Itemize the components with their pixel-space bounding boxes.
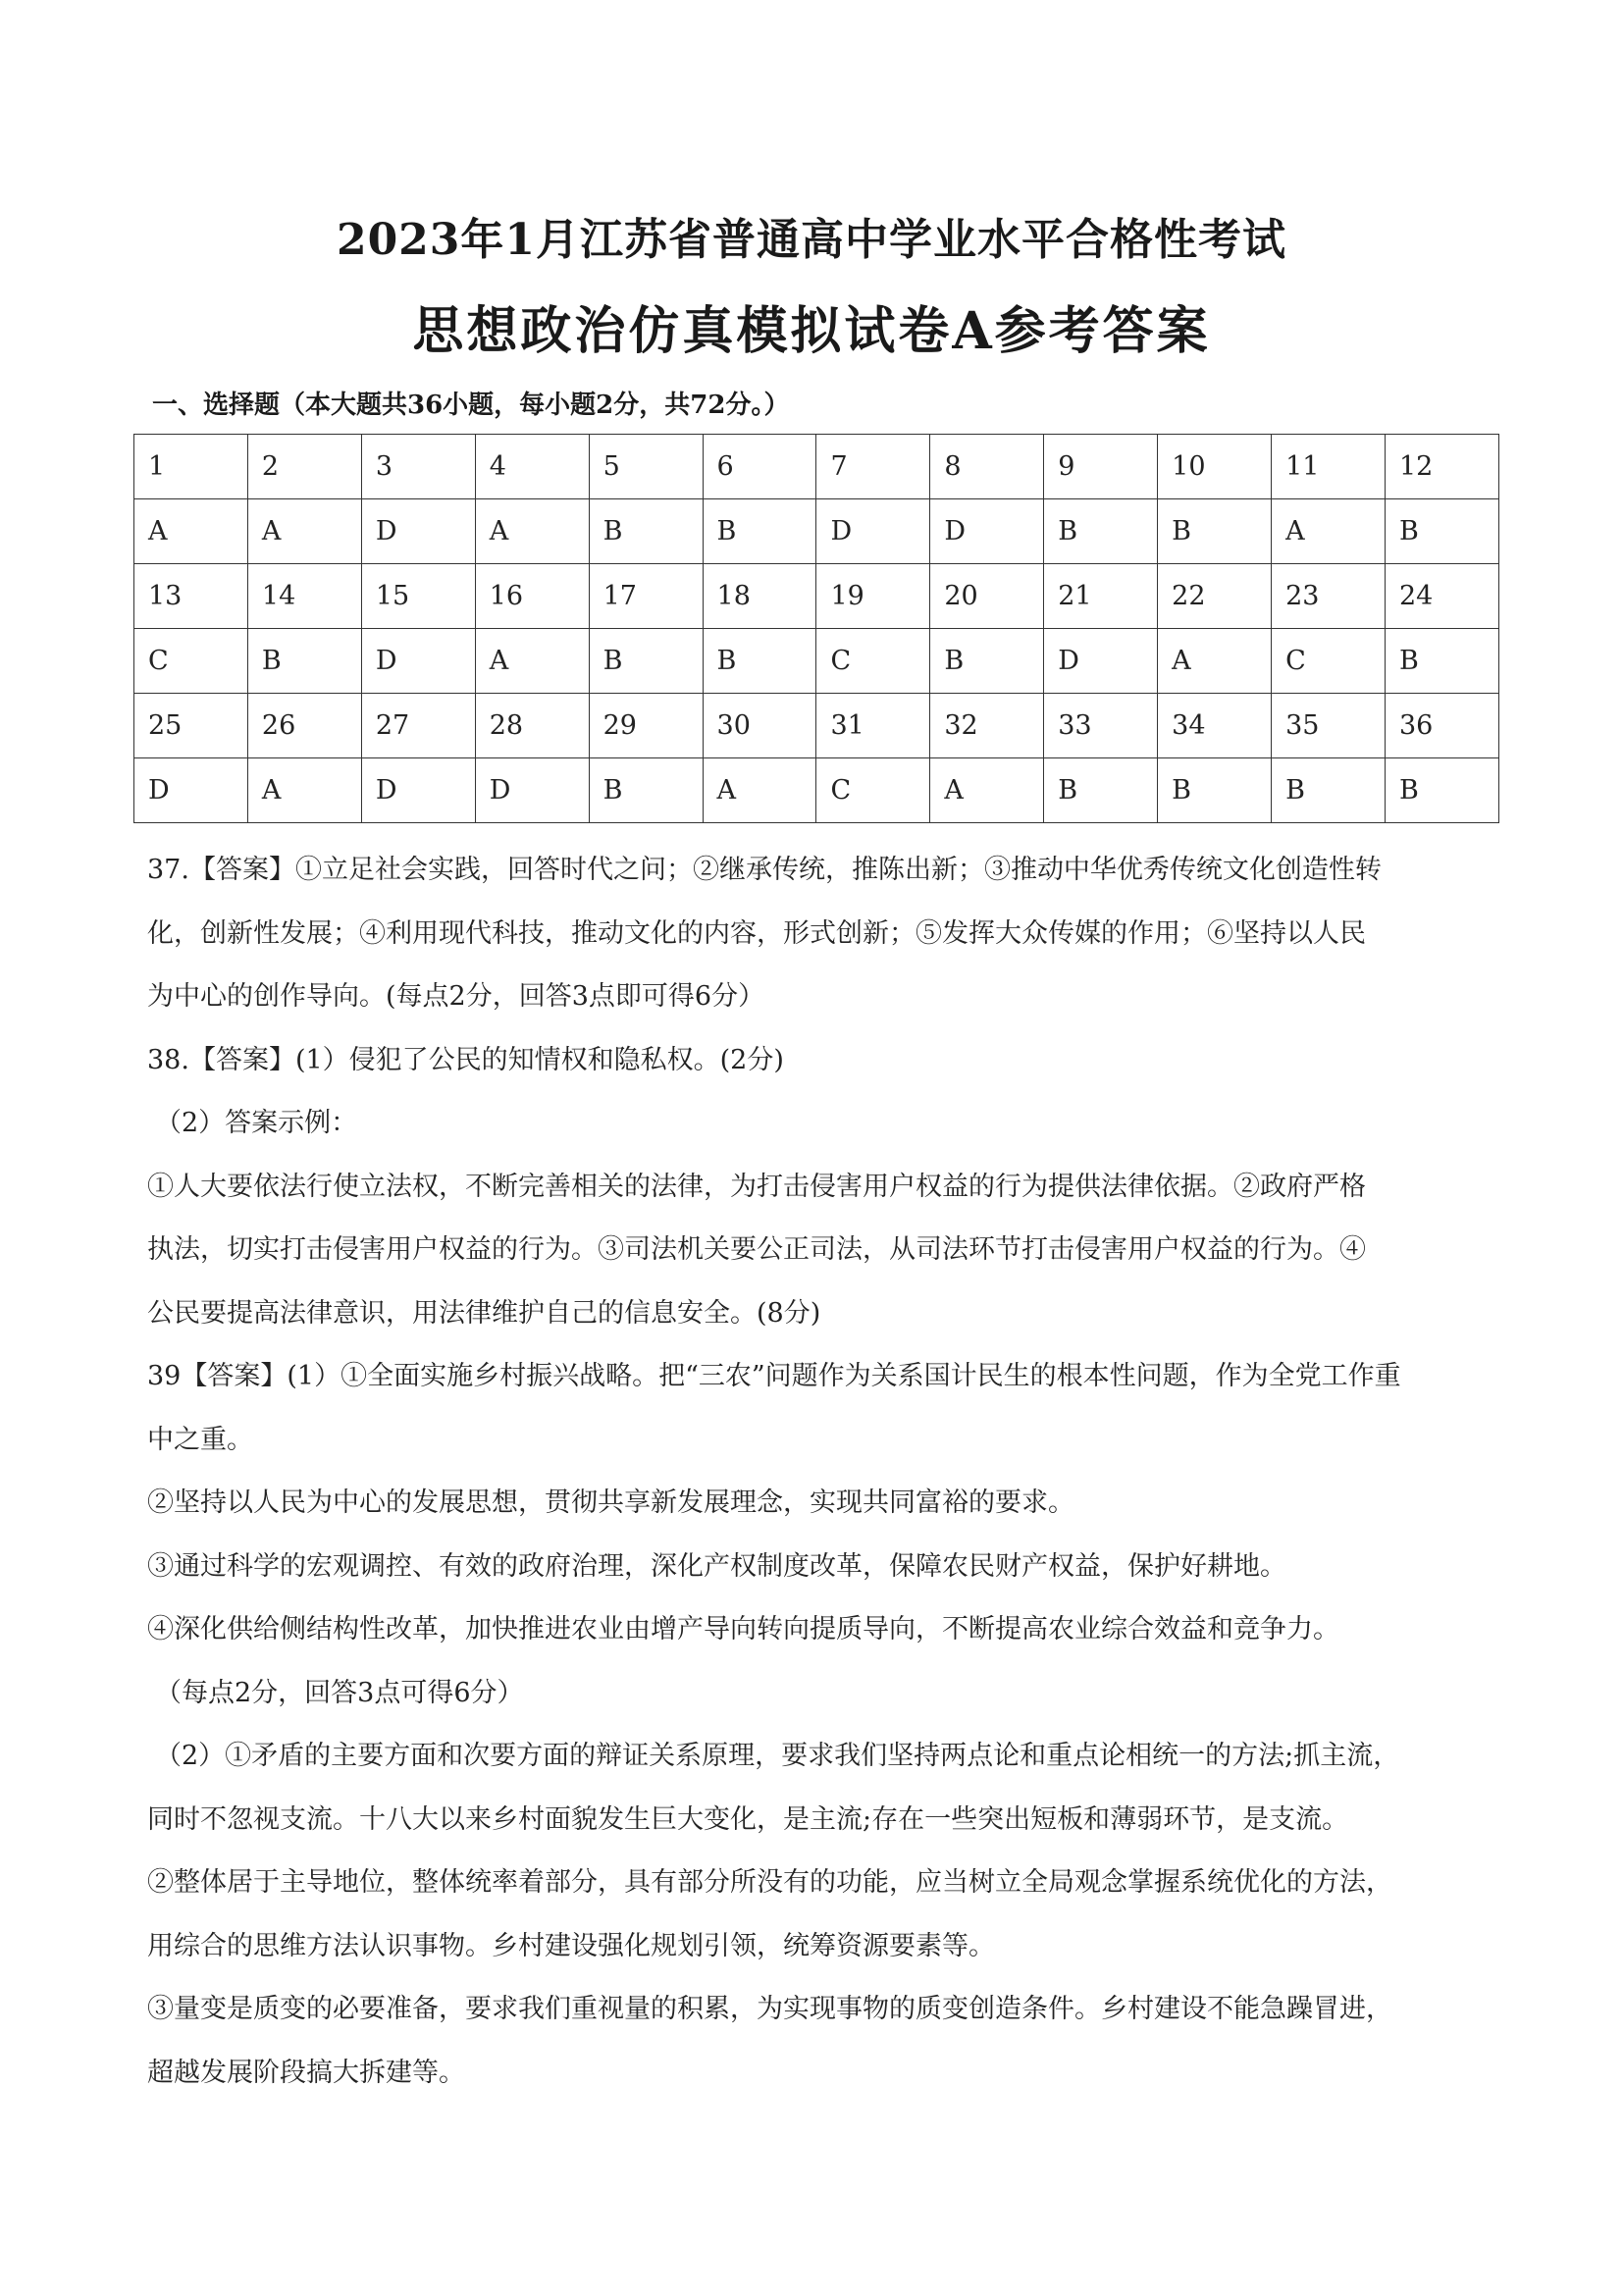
- answer-39: [147, 1345, 1492, 2105]
- question-number-cell: 10: [1158, 435, 1272, 499]
- question-number-cell: 14: [247, 564, 361, 629]
- question-number-cell: 20: [930, 564, 1044, 629]
- question-number-cell: 19: [816, 564, 930, 629]
- question-number-cell: 15: [361, 564, 475, 629]
- answer-line: 公民要提高法律意识，用法律维护自己的信息安全。(8分): [147, 1297, 821, 1329]
- question-number-cell: 12: [1385, 435, 1498, 499]
- question-number-cell: 3: [361, 435, 475, 499]
- document-subtitle: 思想政治仿真模拟试卷A参考答案: [412, 301, 1211, 361]
- question-number-cell: 16: [475, 564, 589, 629]
- answer-letter-cell: D: [361, 629, 475, 694]
- answer-letter-cell: D: [930, 499, 1044, 564]
- answer-letter-cell: D: [134, 758, 248, 823]
- question-number-cell: 17: [589, 564, 703, 629]
- document-title: 2023年1月江苏省普通高中学业水平合格性考试: [336, 215, 1287, 265]
- answer-line: 超越发展阶段搞大拆建等。: [147, 2057, 465, 2088]
- question-number-cell: 21: [1044, 564, 1158, 629]
- question-number-cell: 24: [1385, 564, 1498, 629]
- answer-letter-cell: B: [1385, 629, 1498, 694]
- question-number-cell: 33: [1044, 694, 1158, 758]
- answer-line: ②整体居于主导地位，整体统率着部分，具有部分所没有的功能，应当树立全局观念掌握系统优化的方法，: [147, 1867, 1392, 1898]
- question-number-cell: 9: [1044, 435, 1158, 499]
- choice-answer-table: [133, 434, 1499, 823]
- answer-line: ①人大要依法行使立法权，不断完善相关的法律，为打击侵害用户权益的行为提供法律依据。②政府严格: [147, 1171, 1366, 1202]
- answer-line: 化，创新性发展；④利用现代科技，推动文化的内容，形式创新；⑤发挥大众传媒的作用；⑥坚持以人民: [147, 917, 1366, 949]
- answer-line: （每点2分，回答3点可得6分）: [155, 1677, 524, 1708]
- answer-letter-cell: B: [589, 758, 703, 823]
- answer-line: ③通过科学的宏观调控、有效的政府治理，深化产权制度改革，保障农民财产权益，保护好耕地。: [147, 1550, 1286, 1582]
- answer-letter-cell: B: [247, 629, 361, 694]
- answer-letter-cell: A: [247, 758, 361, 823]
- answer-line: 执法，切实打击侵害用户权益的行为。③司法机关要公正司法，从司法环节打击侵害用户权益的行为。④: [147, 1234, 1366, 1265]
- question-number-cell: 2: [247, 435, 361, 499]
- answer-letter-row: [134, 629, 1499, 694]
- answer-body: [147, 839, 1492, 2105]
- answer-line: 38.【答案】(1）侵犯了公民的知情权和隐私权。(2分): [147, 1044, 784, 1075]
- answer-letter-cell: A: [930, 758, 1044, 823]
- answer-line: ④深化供给侧结构性改革，加快推进农业由增产导向转向提质导向，不断提高农业综合效益和竞争力。: [147, 1614, 1339, 1644]
- answer-letter-cell: A: [475, 499, 589, 564]
- answer-letter-cell: A: [475, 629, 589, 694]
- answer-letter-cell: B: [1044, 499, 1158, 564]
- question-number-cell: 28: [475, 694, 589, 758]
- answer-letter-row: [134, 758, 1499, 823]
- answer-letter-cell: A: [703, 758, 816, 823]
- answer-letter-cell: C: [1272, 629, 1386, 694]
- question-number-cell: 23: [1272, 564, 1386, 629]
- answer-letter-cell: B: [703, 629, 816, 694]
- question-number-cell: 29: [589, 694, 703, 758]
- answer-38: [147, 1029, 1492, 1346]
- question-number-cell: 6: [703, 435, 816, 499]
- answer-letter-cell: D: [475, 758, 589, 823]
- answer-letter-cell: B: [1158, 758, 1272, 823]
- question-number-cell: 1: [134, 435, 248, 499]
- answer-line: ②坚持以人民为中心的发展思想，贯彻共享新发展理念，实现共同富裕的要求。: [147, 1487, 1074, 1518]
- question-number-cell: 32: [930, 694, 1044, 758]
- answer-letter-cell: B: [589, 499, 703, 564]
- answer-line: （2）答案示例：: [155, 1108, 358, 1138]
- question-number-cell: 7: [816, 435, 930, 499]
- question-number-row: [134, 435, 1499, 499]
- answer-letter-cell: A: [247, 499, 361, 564]
- answer-letter-cell: B: [703, 499, 816, 564]
- answer-line: 37.【答案】①立足社会实践，回答时代之问；②继承传统，推陈出新；③推动中华优秀传统文化创造性转: [147, 855, 1382, 885]
- question-number-cell: 13: [134, 564, 248, 629]
- answer-letter-cell: D: [361, 758, 475, 823]
- answer-letter-cell: D: [816, 499, 930, 564]
- question-number-cell: 11: [1272, 435, 1386, 499]
- question-number-cell: 25: [134, 694, 248, 758]
- answer-letter-cell: C: [816, 758, 930, 823]
- question-number-cell: 22: [1158, 564, 1272, 629]
- question-number-cell: 36: [1385, 694, 1498, 758]
- answer-letter-cell: B: [589, 629, 703, 694]
- question-number-cell: 8: [930, 435, 1044, 499]
- answer-letter-row: [134, 499, 1499, 564]
- answer-line: 用综合的思维方法认识事物。乡村建设强化规划引领，统筹资源要素等。: [147, 1930, 995, 1961]
- answer-line: 为中心的创作导向。(每点2分，回答3点即可得6分）: [147, 981, 765, 1012]
- answer-line: 中之重。: [147, 1424, 253, 1455]
- question-number-cell: 34: [1158, 694, 1272, 758]
- question-number-cell: 4: [475, 435, 589, 499]
- answer-letter-cell: D: [361, 499, 475, 564]
- question-number-cell: 18: [703, 564, 816, 629]
- question-number-cell: 31: [816, 694, 930, 758]
- question-number-cell: 26: [247, 694, 361, 758]
- answer-letter-cell: B: [1272, 758, 1386, 823]
- answer-line: （2）①矛盾的主要方面和次要方面的辩证关系原理，要求我们坚持两点论和重点论相统一的方法;抓主流，: [155, 1741, 1400, 1771]
- question-number-cell: 30: [703, 694, 816, 758]
- answer-letter-cell: A: [1272, 499, 1386, 564]
- answer-letter-cell: A: [134, 499, 248, 564]
- question-number-cell: 27: [361, 694, 475, 758]
- answer-37: [147, 839, 1492, 1029]
- answer-letter-cell: C: [816, 629, 930, 694]
- answer-letter-cell: B: [1044, 758, 1158, 823]
- answer-letter-cell: D: [1044, 629, 1158, 694]
- section-heading-choice: 一、选择题（本大题共36小题，每小题2分，共72分。）: [152, 391, 790, 420]
- answer-line: 39【答案】(1）①全面实施乡村振兴战略。把“三农”问题作为关系国计民生的根本性问题，作为全党工作重: [147, 1361, 1401, 1391]
- answer-letter-cell: A: [1158, 629, 1272, 694]
- question-number-row: [134, 564, 1499, 629]
- question-number-row: [134, 694, 1499, 758]
- answer-line: 同时不忽视支流。十八大以来乡村面貌发生巨大变化，是主流;存在一些突出短板和薄弱环节，是支流。: [147, 1803, 1349, 1835]
- answer-letter-cell: B: [1158, 499, 1272, 564]
- answer-letter-cell: B: [1385, 499, 1498, 564]
- answer-line: ③量变是质变的必要准备，要求我们重视量的积累，为实现事物的质变创造条件。乡村建设不能急躁冒进，: [147, 1994, 1392, 2024]
- answer-letter-cell: B: [1385, 758, 1498, 823]
- question-number-cell: 35: [1272, 694, 1386, 758]
- question-number-cell: 5: [589, 435, 703, 499]
- answer-letter-cell: C: [134, 629, 248, 694]
- answer-letter-cell: B: [930, 629, 1044, 694]
